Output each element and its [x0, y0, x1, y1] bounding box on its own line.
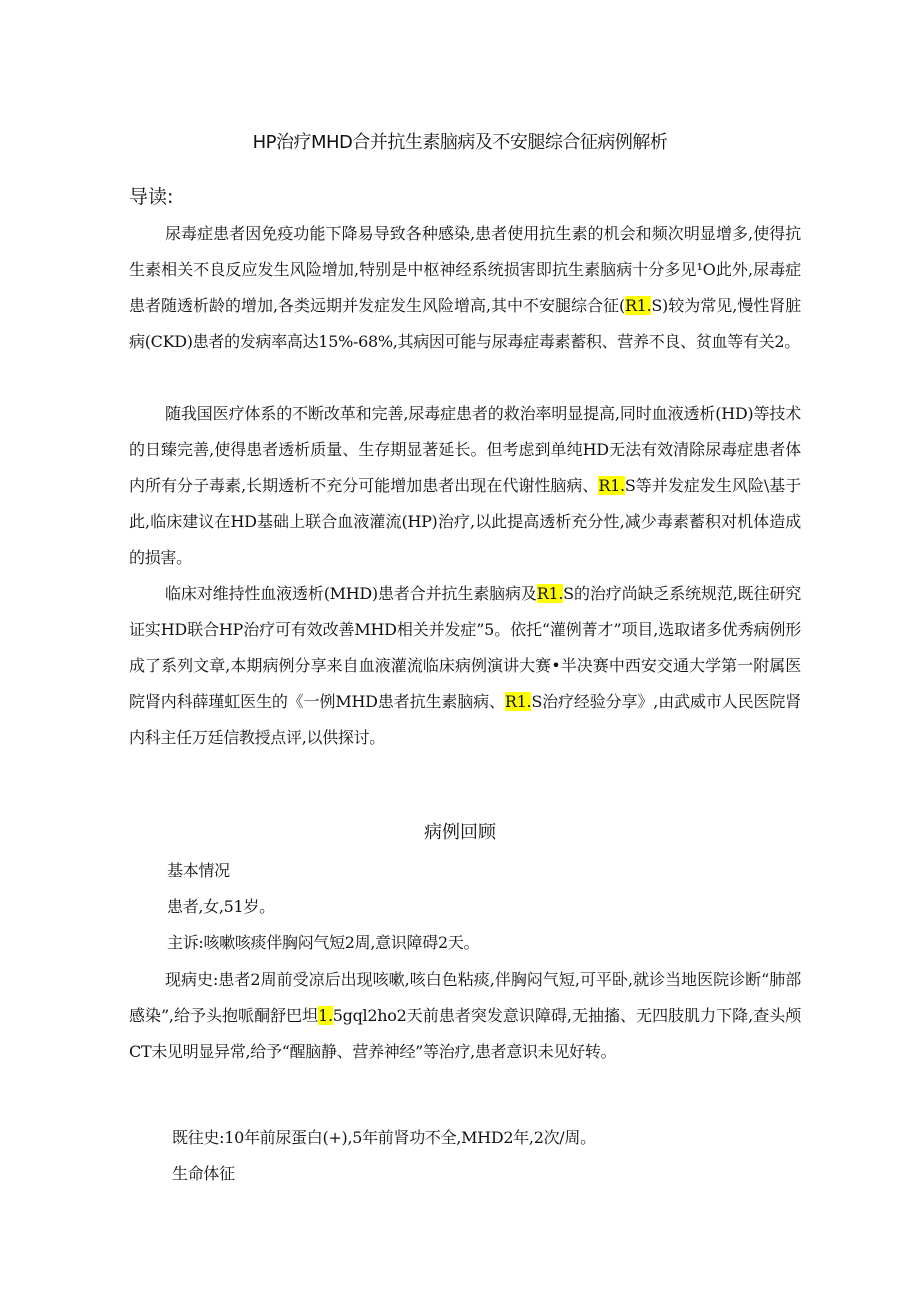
lead-heading: 导读: [129, 186, 174, 208]
present-illness-paragraph [129, 962, 801, 1070]
vital-signs-heading: 生命体征 [172, 1164, 235, 1183]
text-run: 尿毒症患者因免疫功能下降易导致各种感染,患者使用抗生素的机会和频次明显增多,使得抗生素相关不良反应发生风险增加,特别是中枢神经系统损害即抗生素脑病十分多见¹O此外,尿毒症患者随透析龄的增加,各类远期并发症发生风险增高,其中不安腿综合征( [129, 224, 801, 315]
chief-complaint-line: 主诉:咳嗽咳痰伴胸闷气短2周,意识障碍2天。 [167, 933, 480, 952]
intro-paragraph-1 [129, 216, 801, 360]
intro-paragraph-3 [129, 576, 801, 756]
text-run: 临床对维持性血液透析(MHD)患者合并抗生素脑病及 [165, 584, 537, 603]
text-run: S的治疗尚缺乏系统规范,既往研究证实HD联合HP治疗可有效改善MHD相关并发症”5。依托“灌例菁才”项目,选取诸多优秀病例形成了系列文章,本期病例分享来自血液灌流临床病例演讲大赛•半决赛中西安交通大学第一附属医院肾内科薛瑾虹医生的《一例MHD患者抗生素脑病、 [129, 584, 801, 711]
section-title-case-review: 病例回顾 [424, 822, 496, 843]
patient-line: 患者,女,51岁。 [167, 897, 275, 916]
highlighted-text: R1. [536, 584, 564, 603]
highlighted-text: R1. [504, 692, 532, 711]
highlighted-text: 1. [318, 1006, 333, 1025]
document-title: HP治疗MHD合并抗生素脑病及不安腿综合征病例解析 [252, 132, 668, 153]
text-run: 现病史:患者2周前受凉后出现咳嗽,咳白色粘痰,伴胸闷气短,可平卧,就诊当地医院诊断“肺部感染”,给予头抱哌酮舒巴坦 [129, 970, 801, 1025]
text-run: S)较为常见,慢性肾脏病(CKD)患者的发病率高达15%-68%,其病因可能与尿毒症毒素蓄积、营养不良、贫血等有关2。 [129, 296, 801, 351]
past-history-line: 既往史:10年前尿蛋白(+),5年前肾功不全,MHD2年,2次/周。 [172, 1128, 596, 1147]
text-run: 随我国医疗体系的不断改革和完善,尿毒症患者的救治率明显提高,同时血液透析(HD)等技术的日臻完善,使得患者透析质量、生存期显著延长。但考虑到单纯HD无法有效清除尿毒症患者体内所有分子毒素,长期透析不充分可能增加患者出现在代谢性脑病、 [129, 404, 801, 495]
intro-paragraph-2 [129, 396, 801, 576]
text-run: S治疗经验分享》,由武威市人民医院肾内科主任万廷信教授点评,以供探讨。 [129, 692, 801, 747]
basic-info-heading: 基本情况 [167, 861, 230, 880]
text-run: S等并发症发生风险\基于此,临床建议在HD基础上联合血液灌流(HP)治疗,以此提高透析充分性,减少毒素蓄积对机体造成的损害。 [129, 476, 801, 567]
highlighted-text: R1. [598, 476, 625, 495]
highlighted-text: R1. [624, 296, 652, 315]
text-run: 5gql2ho2天前患者突发意识障碍,无抽搐、无四肢肌力下降,查头颅CT未见明显异常,给予“醒脑静、营养神经”等治疗,患者意识未见好转。 [129, 1006, 801, 1061]
